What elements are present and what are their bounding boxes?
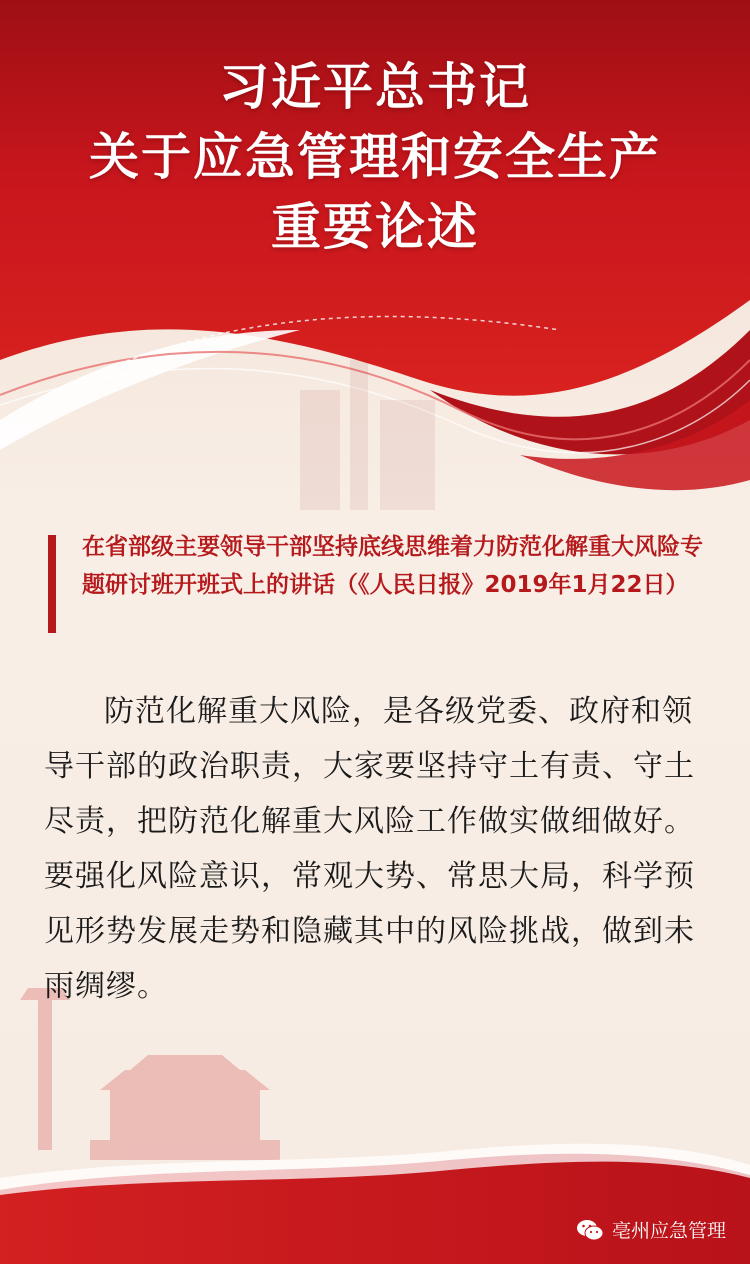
page-title — [0, 52, 750, 262]
title-line-2: 关于应急管理和安全生产 — [89, 128, 661, 186]
account-name: 亳州应急管理 — [611, 1220, 726, 1242]
account-watermark — [576, 1216, 726, 1243]
source-citation: 在省部级主要领导干部坚持底线思维着力防范化解重大风险专题研讨班开班式上的讲话（《人民日报》2019年1月22日） — [82, 534, 703, 598]
source-accent-bar — [48, 535, 56, 633]
title-line-3: 重要论述 — [271, 198, 479, 256]
wechat-icon — [576, 1218, 604, 1242]
title-line-1: 习近平总书记 — [219, 58, 531, 116]
body-paragraph: 防范化解重大风险，是各级党委、政府和领导干部的政治职责，大家要坚持守土有责、守土尽责，把防范化解重大风险工作做实做细做好。要强化风险意识，常观大势、常思大局，科学预见形势发展走势和隐藏其中的风险挑战，做到未雨绸缪。 — [44, 694, 695, 1004]
